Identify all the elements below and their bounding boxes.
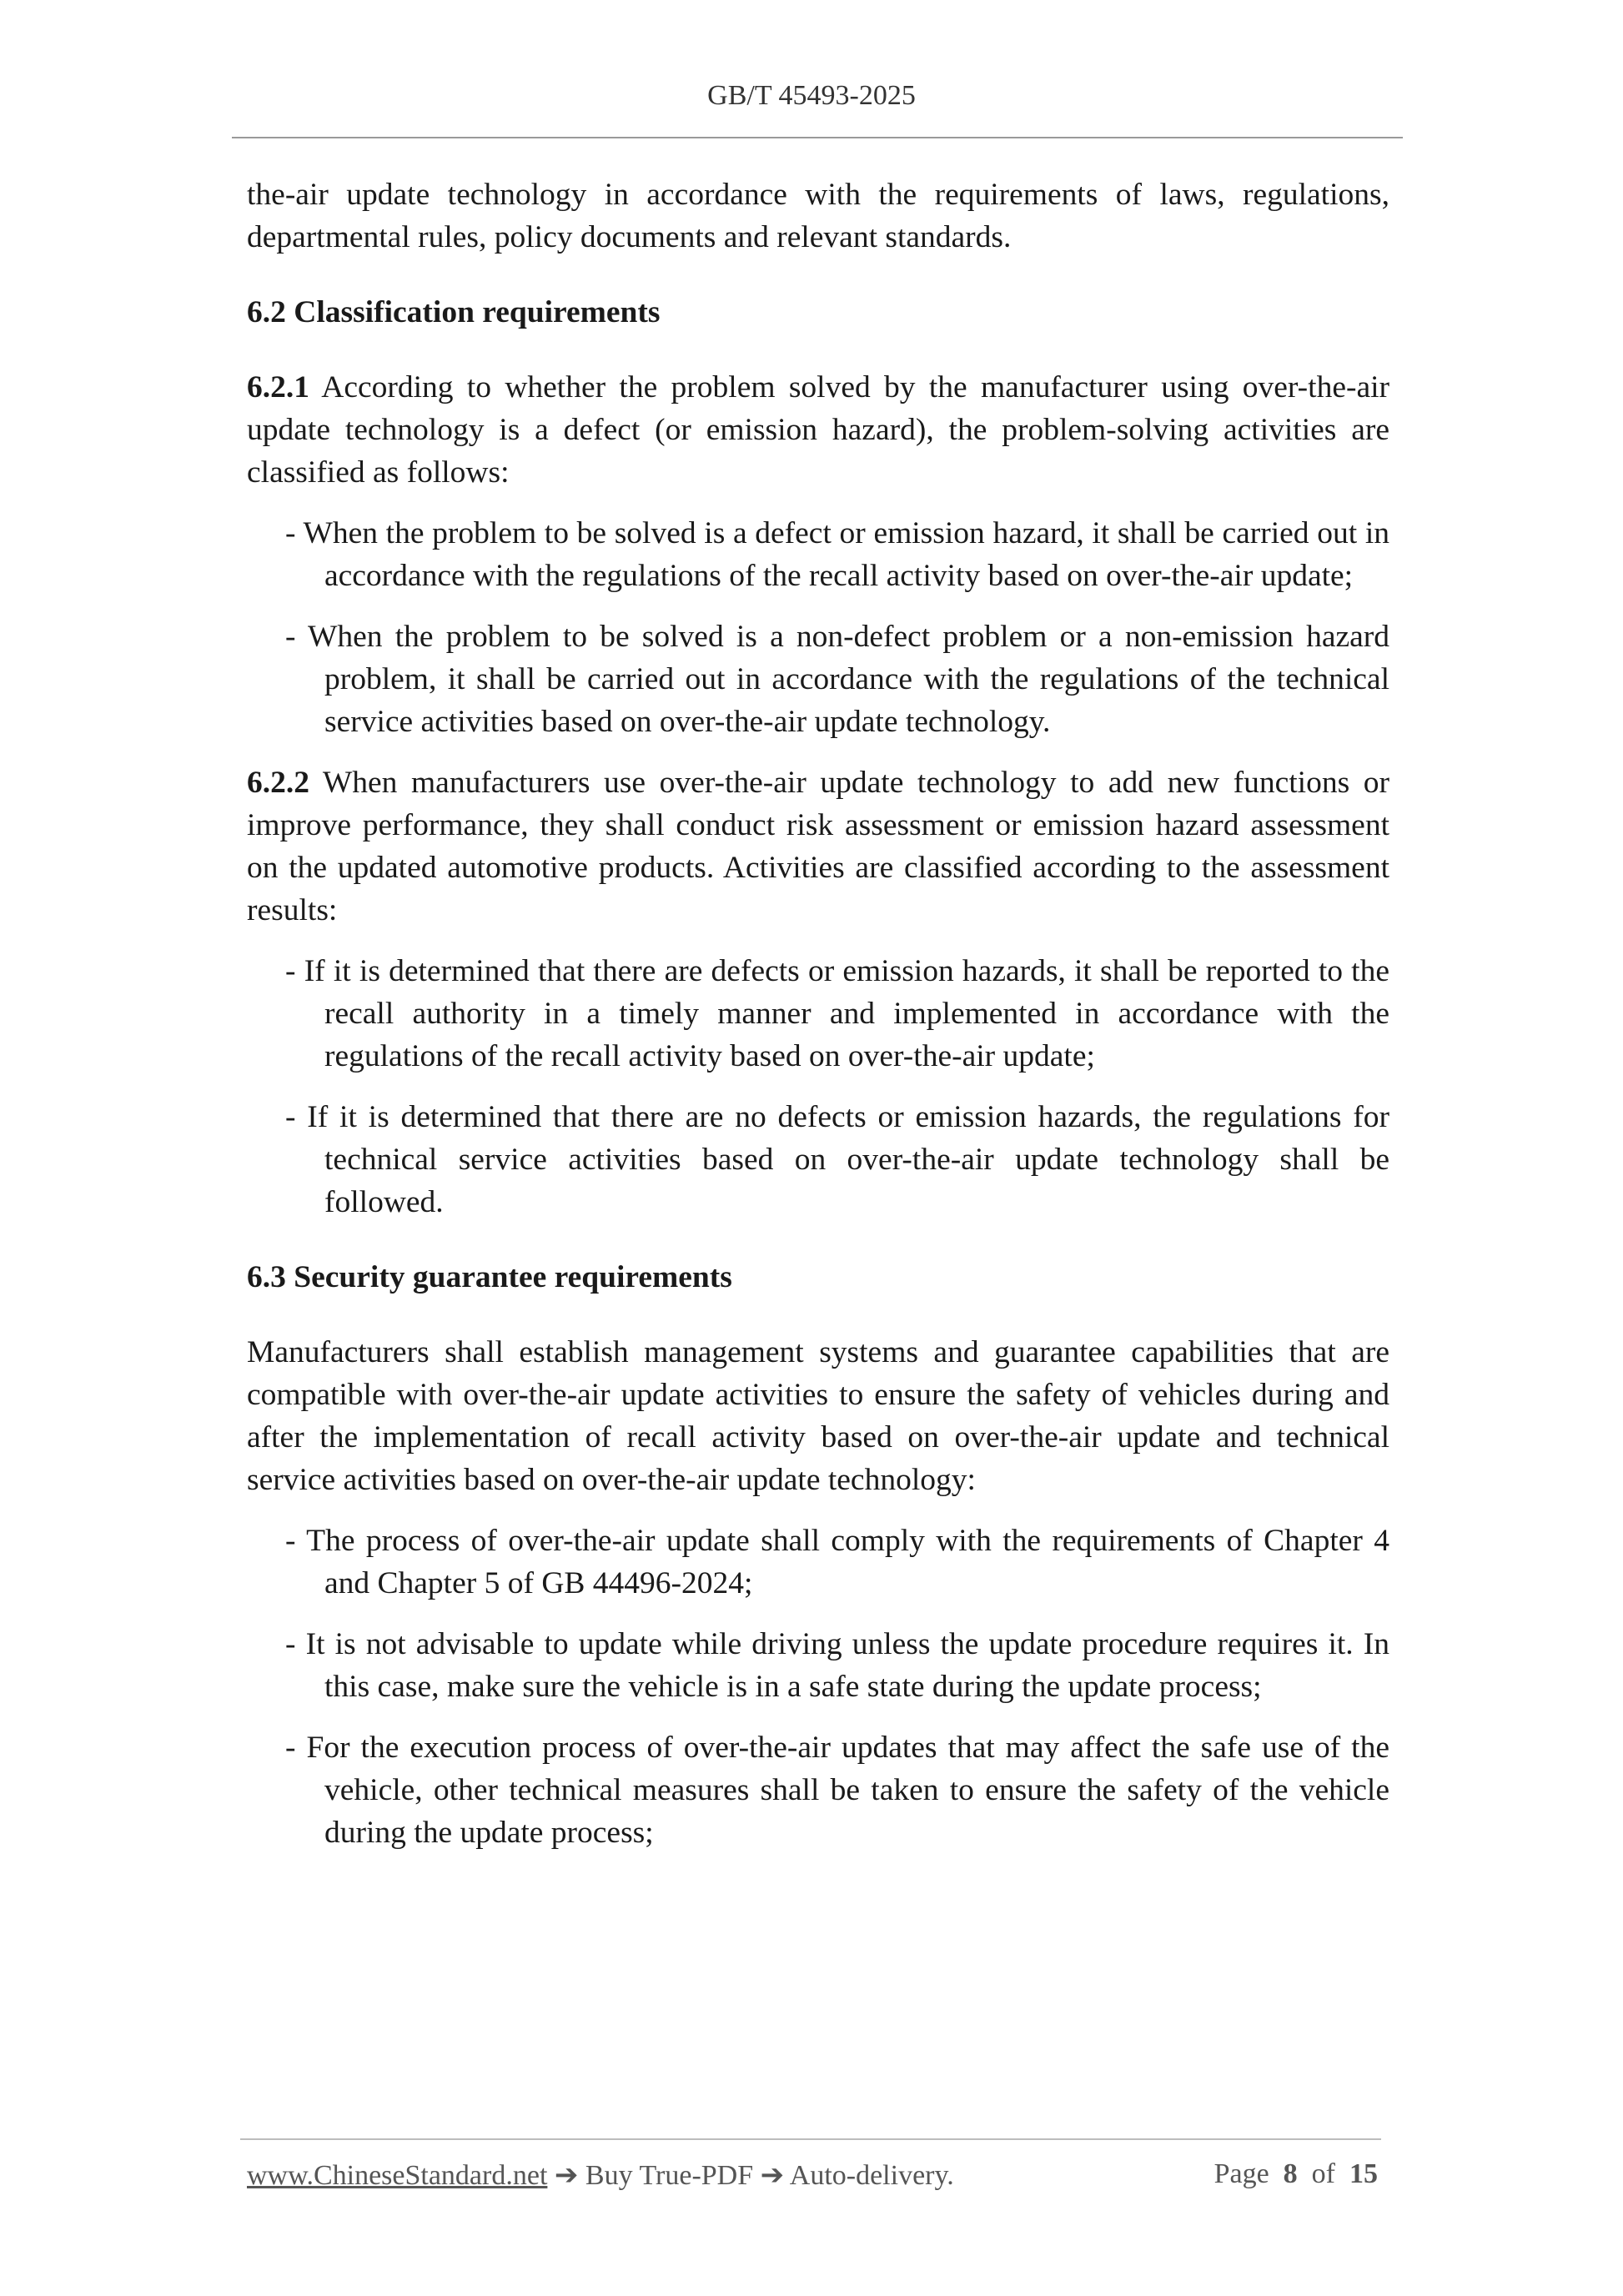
section-6-2-heading: 6.2 Classification requirements (247, 295, 661, 329)
website-link[interactable]: www.ChineseStandard.net (247, 2160, 548, 2191)
clause-6-2-2 (247, 761, 1389, 932)
clause-6-2-2-number: 6.2.2 (247, 766, 309, 800)
header-divider (232, 137, 1403, 138)
buy-text: Buy True-PDF (578, 2160, 761, 2191)
page-number (1214, 2158, 1378, 2190)
list-item: - If it is determined that there are no defects or emission hazards, the regulations for technical service activities based on over-the-air update technology shall be followed. (285, 1100, 1389, 1219)
page-body (247, 173, 1389, 1854)
list-item: - If it is determined that there are defects or emission hazards, it shall be reported to the recall authority in a timely manner and implemented in accordance with the regulations of the recall activity based on over-the-air update; (285, 954, 1389, 1073)
footer-promo (247, 2158, 954, 2192)
arrow-icon: ➔ (554, 2160, 579, 2191)
list-item: - When the problem to be solved is a defect or emission hazard, it shall be carried out in accordance with the regulations of the recall activity based on over-the-air update; (285, 516, 1389, 593)
clause-6-2-1-number: 6.2.1 (247, 370, 309, 404)
of-label: of (1311, 2158, 1335, 2189)
list-item: - When the problem to be solved is a non-defect problem or a non-emission hazard problem, it shall be carried out in accordance with the regulations of the technical service activities based on over-the-air update technology. (285, 620, 1389, 739)
section-6-3-heading: 6.3 Security guarantee requirements (247, 1260, 732, 1294)
arrow-icon: ➔ (760, 2160, 785, 2191)
clause-6-2-2-text: When manufacturers use over-the-air update technology to add new functions or improve performance, they shall conduct risk assessment or emission hazard assessment on the updated automotive products. Activities are classified according to the assessment results: (247, 766, 1389, 927)
page-total: 15 (1349, 2158, 1378, 2189)
footer-divider (240, 2138, 1381, 2140)
section-6-3-paragraph: Manufacturers shall establish management systems and guarantee capabilities that are compatible with over-the-air update activities to ensure the safety of vehicles during and after the implementation of recall activity based on over-the-air update and technical service activities based on over-the-air update technology: (247, 1335, 1389, 1497)
list-item: - It is not advisable to update while driving unless the update procedure requires it. In this case, make sure the vehicle is in a safe state during the update process; (285, 1627, 1389, 1704)
delivery-text: Auto-delivery. (784, 2160, 954, 2191)
list-item: - For the execution process of over-the-air updates that may affect the safe use of the vehicle, other technical measures shall be taken to ensure the safety of the vehicle during the update process; (285, 1731, 1389, 1850)
clause-6-2-1-text: According to whether the problem solved by the manufacturer using over-the-air update technology is a defect (or emission hazard), the problem-solving activities are classified as follows: (247, 370, 1389, 490)
clause-6-2-1 (247, 366, 1389, 494)
intro-paragraph: the-air update technology in accordance with the requirements of laws, regulations, departmental rules, policy documents and relevant standards. (247, 178, 1389, 254)
document-code-header: GB/T 45493-2025 (707, 80, 916, 111)
list-item: - The process of over-the-air update shall comply with the requirements of Chapter 4 and Chapter 5 of GB 44496-2024; (285, 1524, 1389, 1600)
page-current: 8 (1283, 2158, 1298, 2189)
page-label: Page (1213, 2158, 1269, 2189)
